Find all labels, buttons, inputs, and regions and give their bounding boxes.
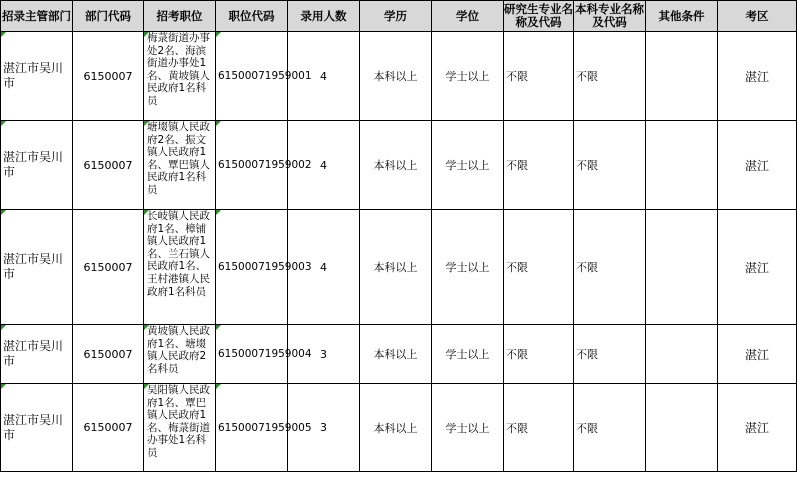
grad-major-cell: 不限 [504, 325, 574, 384]
education-cell: 本科以上 [360, 384, 432, 472]
position-code-cell: 61500071959002 [216, 121, 288, 210]
region-cell: 湛江 [718, 325, 797, 384]
header-cell: 部门代码 [73, 1, 144, 32]
comment-marker [216, 32, 221, 37]
comment-marker [216, 384, 221, 389]
dept-cell: 湛江市吴川市 [1, 121, 73, 210]
comment-marker [144, 121, 149, 126]
other-cell [646, 121, 718, 210]
comment-marker [1, 384, 6, 389]
comment-marker [1, 325, 6, 330]
education-cell: 本科以上 [360, 210, 432, 325]
header-cell: 研究生专业名称及代码 [504, 1, 574, 32]
grad-major-cell: 不限 [504, 384, 574, 472]
other-cell [646, 210, 718, 325]
comment-marker [216, 325, 221, 330]
header-cell: 录用人数 [288, 1, 360, 32]
position-code-cell: 61500071959005 [216, 384, 288, 472]
comment-marker [144, 325, 149, 330]
comment-marker [1, 210, 6, 215]
education-cell: 本科以上 [360, 325, 432, 384]
degree-cell: 学士以上 [432, 121, 504, 210]
header-cell: 职位代码 [216, 1, 288, 32]
table-row [1, 32, 797, 121]
dept-cell: 湛江市吴川市 [1, 32, 73, 121]
position-cell: 黄坡镇人民政府1名、塘㙍镇人民政府2名科员 [144, 325, 216, 384]
table-row [1, 121, 797, 210]
header-cell: 其他条件 [646, 1, 718, 32]
table-row [1, 384, 797, 472]
count-cell: 4 [288, 210, 360, 325]
count-cell: 4 [288, 32, 360, 121]
comment-marker [1, 32, 6, 37]
region-cell: 湛江 [718, 32, 797, 121]
position-code-cell: 61500071959001 [216, 32, 288, 121]
position-cell: 梅菉街道办事处2名、海滨街道办事处1名、黄坡镇人民政府1名科员 [144, 32, 216, 121]
education-cell: 本科以上 [360, 121, 432, 210]
grad-major-cell: 不限 [504, 32, 574, 121]
comment-marker [1, 121, 6, 126]
comment-marker [216, 210, 221, 215]
undergrad-major-cell: 不限 [574, 325, 646, 384]
dept-cell: 湛江市吴川市 [1, 384, 73, 472]
undergrad-major-cell: 不限 [574, 384, 646, 472]
undergrad-major-cell: 不限 [574, 121, 646, 210]
region-cell: 湛江 [718, 384, 797, 472]
count-cell: 3 [288, 384, 360, 472]
undergrad-major-cell: 不限 [574, 210, 646, 325]
header-cell: 学位 [432, 1, 504, 32]
dept-code-cell: 6150007 [73, 121, 144, 210]
comment-marker [144, 384, 149, 389]
other-cell [646, 32, 718, 121]
undergrad-major-cell: 不限 [574, 32, 646, 121]
dept-code-cell: 6150007 [73, 32, 144, 121]
position-cell: 吴阳镇人民政府1名、覃巴镇人民政府1名、梅菉街道办事处1名科员 [144, 384, 216, 472]
other-cell [646, 384, 718, 472]
degree-cell: 学士以上 [432, 325, 504, 384]
position-cell: 塘㙍镇人民政府2名、振文镇人民政府1名、覃巴镇人民政府1名科员 [144, 121, 216, 210]
dept-cell: 湛江市吴川市 [1, 325, 73, 384]
header-cell: 招录主管部门 [1, 1, 73, 32]
comment-marker [216, 121, 221, 126]
comment-marker [144, 32, 149, 37]
dept-cell: 湛江市吴川市 [1, 210, 73, 325]
education-cell: 本科以上 [360, 32, 432, 121]
other-cell [646, 325, 718, 384]
position-code-cell: 61500071959003 [216, 210, 288, 325]
degree-cell: 学士以上 [432, 384, 504, 472]
header-row [1, 1, 797, 32]
position-cell: 长岐镇人民政府1名、樟铺镇人民政府1名、兰石镇人民政府1名、王村港镇人民政府1名科员 [144, 210, 216, 325]
dept-code-cell: 6150007 [73, 325, 144, 384]
degree-cell: 学士以上 [432, 32, 504, 121]
comment-marker [144, 210, 149, 215]
position-code-cell: 61500071959004 [216, 325, 288, 384]
header-cell: 考区 [718, 1, 797, 32]
count-cell: 4 [288, 121, 360, 210]
header-cell: 招考职位 [144, 1, 216, 32]
grad-major-cell: 不限 [504, 121, 574, 210]
degree-cell: 学士以上 [432, 210, 504, 325]
header-cell: 学历 [360, 1, 432, 32]
grad-major-cell: 不限 [504, 210, 574, 325]
region-cell: 湛江 [718, 121, 797, 210]
dept-code-cell: 6150007 [73, 210, 144, 325]
count-cell: 3 [288, 325, 360, 384]
table-row [1, 325, 797, 384]
dept-code-cell: 6150007 [73, 384, 144, 472]
header-cell: 本科专业名称及代码 [574, 1, 646, 32]
table-row [1, 210, 797, 325]
region-cell: 湛江 [718, 210, 797, 325]
